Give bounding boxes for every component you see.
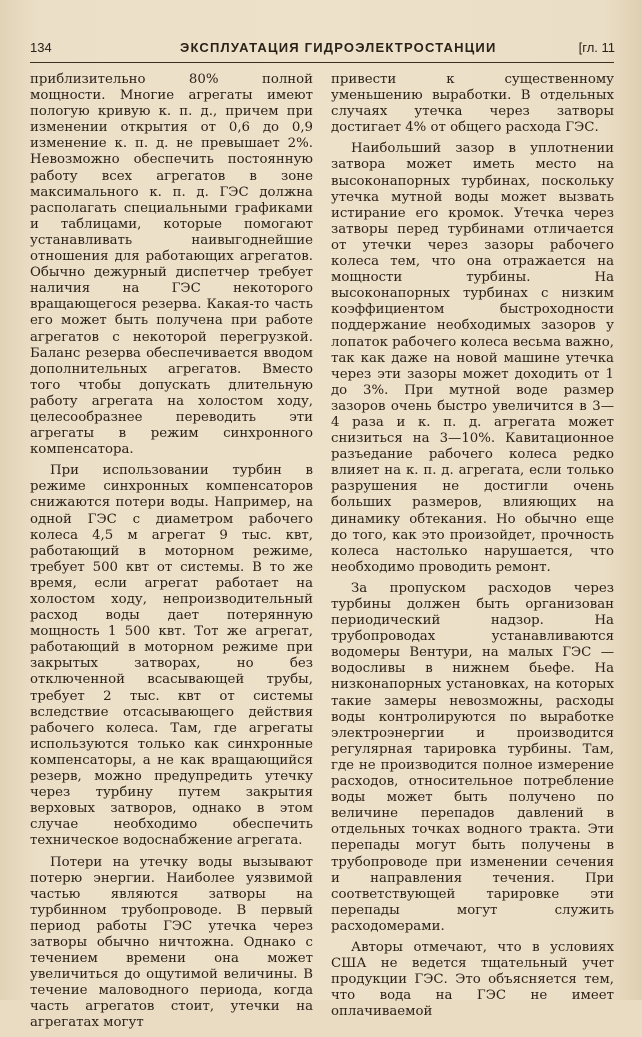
page-number: 134 [30, 40, 52, 55]
paragraph: При использовании турбин в режиме синхронных компенсаторов снижаются потери воды. Например, на одной ГЭС с диаметром рабочего колеса 4,5 м агрегат 9 тыс. квт, работающий в моторном режиме, требует 500 квт от системы. В то же время, если агрегат работает на холостом ходу, непроизводительный расход воды дает потерянную мощность 1 500 квт. Тот же агрегат, работающий в моторном режиме при закрытых затворах, но без отключенной всасывающей трубы, требует 2 тыс. квт от системы вследствие отсасывающего действия рабочего колеса. Там, где агрегаты используются только как синхронные компенсаторы, а не как вращающийся резерв, можно предупредить утечку через турбину путем закрытия верховых затворов, однако в этом случае необходимо обеспечить техническое водоснабжение агрегата. [30, 463, 313, 849]
paragraph: приблизительно 80% полной мощности. Многие агрегаты имеют пологую кривую к. п. д., причем при изменении открытия от 0,6 до 0,9 изменение к. п. д. не превышает 2%. Невозможно обеспечить постоянную работу всех агрегатов в зоне максимального к. п. д. ГЭС должна располагать специальными графиками и таблицами, которые помогают устанавливать наивыгоднейшие отношения для работающих агрегатов. Обычно дежурный диспетчер требует наличия на ГЭС некоторого вращающегося резерва. Какая-то часть его может быть получена при работе агрегатов с некоторой перегрузкой. Баланс резерва обеспечивается вводом дополнительных агрегатов. Вместо того чтобы допускать длительную работу агрегата на холостом ходу, целесообразнее переводить эти агрегаты в режим синхронного компенсатора. [30, 72, 313, 458]
paragraph: Потери на утечку воды вызывают потерю энергии. Наиболее уязвимой частью являются затворы на турбинном трубопроводе. В первый период работы ГЭС утечка через затворы обычно ничтожна. Однако с течением времени она может увеличиться до ощутимой величины. В течение маловодного периода, когда часть агрегатов стоит, утечки на агрегатах могут [30, 854, 313, 1031]
left-column [30, 72, 313, 1037]
running-header [30, 40, 615, 58]
paragraph: Наибольший зазор в уплотнении затвора может иметь место на высоконапорных турбинах, поскольку утечка мутной воды может вызвать истирание его кромок. Утечка через затворы перед турбинами отличается от утечки через зазоры рабочего колеса тем, что она отражается на мощности турбины. На высоконапорных турбинах с низким коэффициентом быстроходности поддержание необходимых зазоров у лопаток рабочего колеса весьма важно, так как даже на новой машине утечка через эти зазоры может доходить от 1 до 3%. При мутной воде размер зазоров очень быстро увеличится в 3—4 раза и к. п. д. агрегата может снизиться на 3—10%. Кавитационное разъедание рабочего колеса редко влияет на к. п. д. агрегата, если только разрушения не достигли очень больших размеров, влияющих на динамику обтекания. Но обычно еще до того, как это произойдет, прочность колеса настолько нарушается, что необходимо проводить ремонт. [331, 141, 614, 575]
chapter-label: [гл. 11 [578, 40, 615, 55]
paragraph: Авторы отмечают, что в условиях США не ведется тщательный учет продукции ГЭС. Это объясняется тем, что вода на ГЭС не имеет оплачиваемой [331, 939, 614, 1020]
paragraph: За пропуском расходов через турбины должен быть организован периодический надзор. На трубопроводах устанавливаются водомеры Вентури, на малых ГЭС — водосливы в нижнем бьефе. На низконапорных установках, на которых такие замеры невозможны, расходы воды контролируются по выработке электроэнергии и производится регулярная тарировка турбины. Там, где не производится полное измерение расходов, относительное потребление воды может быть получено по величине перепадов давлений в отдельных точках водного тракта. Эти перепады могут быть получены в трубопроводе при изменении сечения и направления течения. При соответствующей тарировке эти перепады могут служить расходомерами. [331, 580, 614, 934]
paragraph: привести к существенному уменьшению выработки. В отдельных случаях утечка через затворы достигает 4% от общего расхода ГЭС. [331, 72, 614, 136]
header-rule [30, 62, 614, 63]
running-title: ЭКСПЛУАТАЦИЯ ГИДРОЭЛЕКТРОСТАНЦИИ [180, 40, 497, 55]
right-column [331, 72, 614, 1025]
